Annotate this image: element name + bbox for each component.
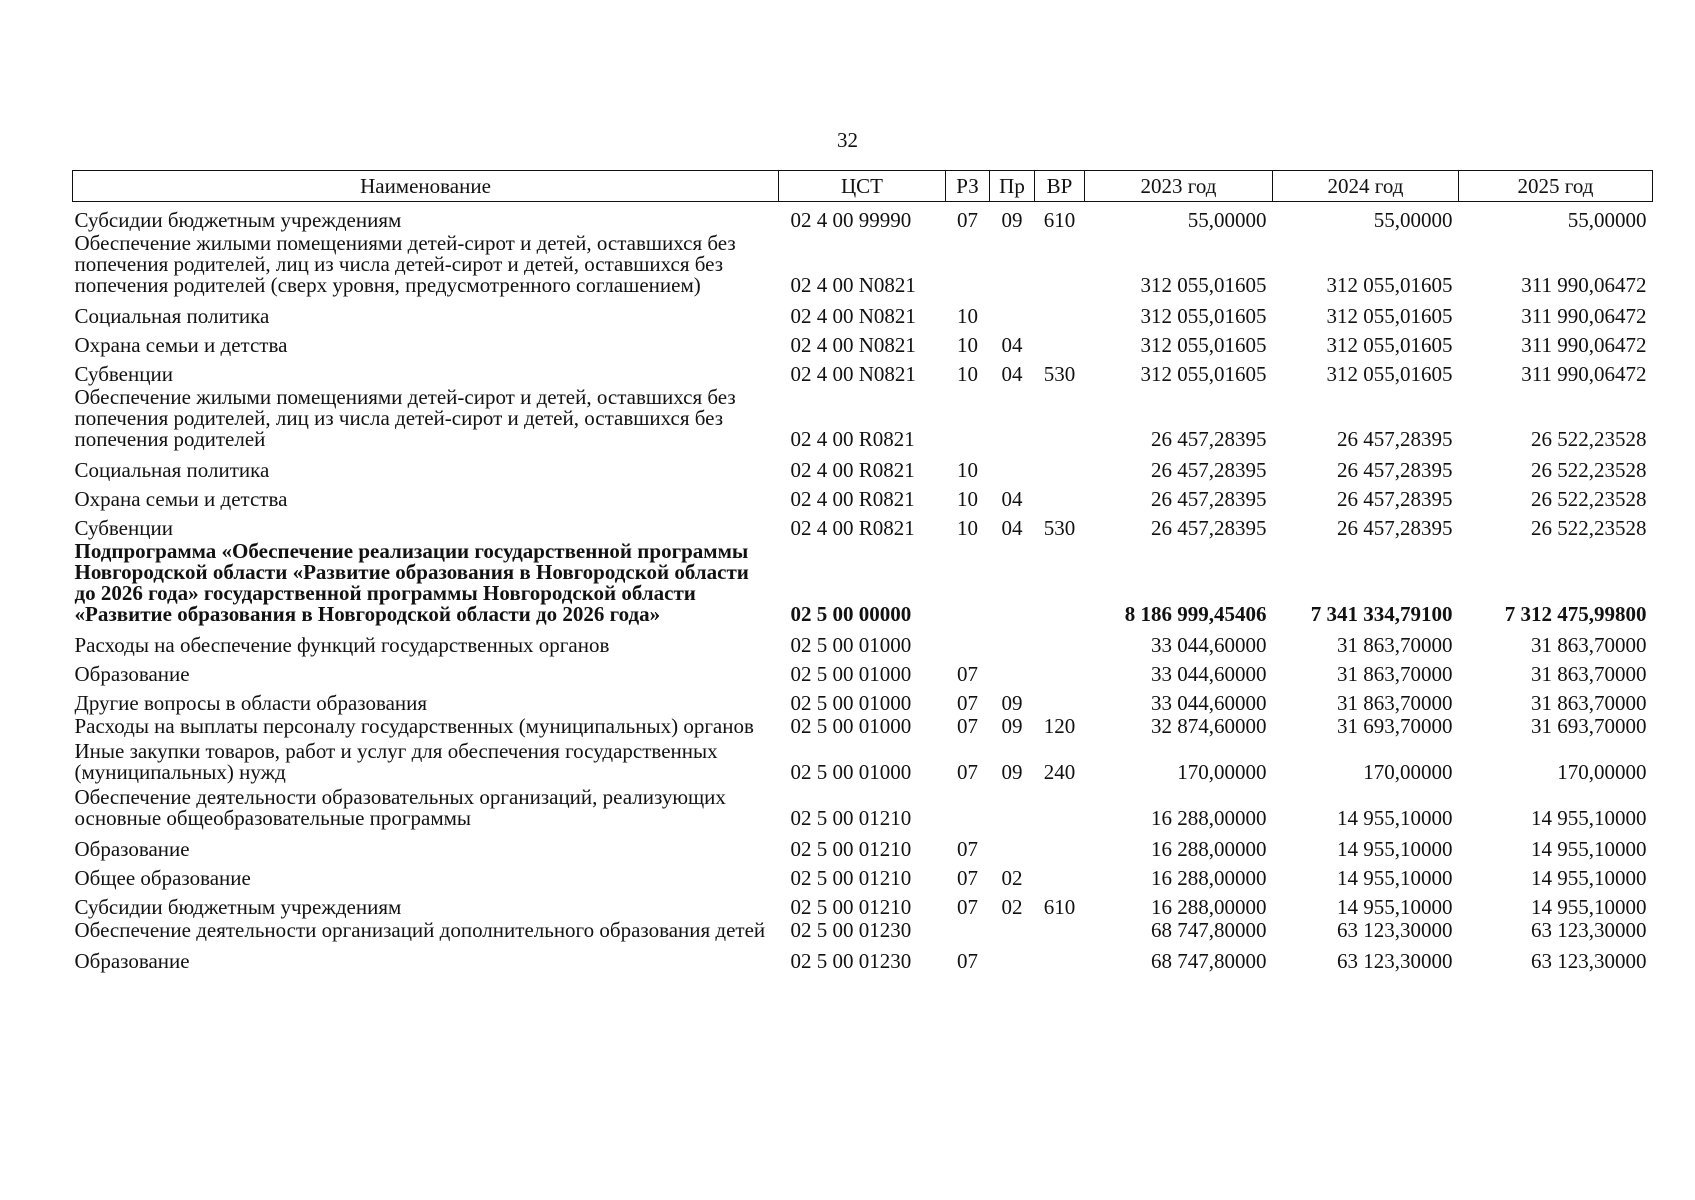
header-2023: 2023 год — [1085, 171, 1273, 202]
row-rz — [946, 231, 990, 298]
row-name: Расходы на обеспечение функций государственных органов — [74, 633, 610, 657]
row-name: Обеспечение деятельности организаций дополнительного образования детей — [74, 918, 766, 942]
row-rz — [946, 918, 990, 943]
row-rz: 07 — [957, 760, 978, 784]
row-amount-2023: 312 055,01605 — [1140, 273, 1267, 297]
row-cst: 02 5 00 01000 — [790, 691, 912, 715]
row-cst: 02 5 00 00000 — [790, 602, 912, 626]
header-2024: 2024 год — [1273, 171, 1459, 202]
row-amount-2024: 26 457,28395 — [1337, 487, 1453, 511]
row-amount-2024: 31 693,70000 — [1337, 714, 1453, 738]
table-row — [73, 860, 1653, 889]
row-amount-2025: 63 123,30000 — [1531, 918, 1647, 942]
row-rz: 10 — [957, 458, 978, 482]
row-amount-2025: 14 955,10000 — [1531, 895, 1647, 919]
row-rz: 10 — [957, 362, 978, 386]
row-amount-2024: 31 863,70000 — [1337, 662, 1453, 686]
row-amount-2023: 312 055,01605 — [1140, 333, 1267, 357]
row-rz: 10 — [957, 516, 978, 540]
row-amount-2023: 68 747,80000 — [1151, 918, 1267, 942]
row-amount-2023: 16 288,00000 — [1151, 895, 1267, 919]
row-vr — [1035, 627, 1085, 656]
row-rz: 07 — [957, 837, 978, 861]
row-amount-2024: 312 055,01605 — [1326, 304, 1453, 328]
table-body — [73, 202, 1653, 973]
row-amount-2024: 14 955,10000 — [1337, 895, 1453, 919]
row-rz: 10 — [957, 333, 978, 357]
row-name: Социальная политика — [74, 304, 270, 328]
row-vr — [1035, 918, 1085, 943]
row-amount-2023: 26 457,28395 — [1151, 458, 1267, 482]
row-pr: 04 — [1001, 487, 1023, 511]
row-rz: 10 — [957, 304, 978, 328]
table-row — [73, 539, 1653, 627]
row-amount-2025: 14 955,10000 — [1531, 837, 1647, 861]
table-row — [73, 739, 1653, 785]
row-vr: 530 — [1043, 516, 1076, 540]
row-amount-2024: 31 863,70000 — [1337, 691, 1453, 715]
row-vr: 120 — [1043, 714, 1076, 738]
row-vr — [1035, 785, 1085, 831]
header-name: Наименование — [73, 171, 779, 202]
table-row — [73, 298, 1653, 327]
page-number: 32 — [837, 128, 858, 152]
row-amount-2024: 312 055,01605 — [1326, 333, 1453, 357]
row-amount-2024: 26 457,28395 — [1337, 458, 1453, 482]
row-amount-2024: 63 123,30000 — [1337, 949, 1453, 973]
row-vr: 610 — [1043, 895, 1076, 919]
row-name: Подпрограмма «Обеспечение реализации государственной программы Новгородской области «Развитие образования в Новгородской области до 2026 года» государственной программы Новгородской области «Развитие образования в Новгородской области до 2026 года» — [74, 539, 749, 626]
table-row — [73, 714, 1653, 739]
row-cst: 02 4 00 N0821 — [790, 333, 916, 357]
row-vr — [1035, 385, 1085, 452]
row-vr: 610 — [1043, 208, 1076, 232]
row-amount-2025: 311 990,06472 — [1521, 304, 1647, 328]
row-pr — [990, 918, 1035, 943]
row-name: Субвенции — [74, 516, 173, 540]
budget-table — [72, 170, 1653, 972]
row-amount-2024: 7 341 334,79100 — [1310, 602, 1453, 626]
row-pr — [990, 231, 1035, 298]
row-amount-2024: 26 457,28395 — [1337, 516, 1453, 540]
row-amount-2025: 311 990,06472 — [1521, 333, 1647, 357]
row-vr — [1035, 231, 1085, 298]
row-amount-2023: 33 044,60000 — [1151, 691, 1267, 715]
row-rz: 07 — [957, 949, 978, 973]
row-amount-2023: 33 044,60000 — [1151, 633, 1267, 657]
table-row — [73, 656, 1653, 685]
row-amount-2025: 311 990,06472 — [1521, 362, 1647, 386]
row-cst: 02 4 00 N0821 — [790, 362, 916, 386]
row-vr: 240 — [1043, 760, 1076, 784]
table-row — [73, 202, 1653, 232]
row-amount-2024: 170,00000 — [1363, 760, 1453, 784]
row-amount-2024: 55,00000 — [1373, 208, 1453, 232]
row-amount-2024: 31 863,70000 — [1337, 633, 1453, 657]
row-name: Субсидии бюджетным учреждениям — [74, 208, 402, 232]
row-cst: 02 5 00 01000 — [790, 760, 912, 784]
row-name: Субвенции — [74, 362, 173, 386]
header-2025: 2025 год — [1459, 171, 1653, 202]
row-amount-2024: 63 123,30000 — [1337, 918, 1453, 942]
row-name: Охрана семьи и детства — [74, 487, 288, 511]
row-name: Расходы на выплаты персоналу государственных (муниципальных) органов — [74, 714, 754, 738]
row-vr: 530 — [1043, 362, 1076, 386]
row-amount-2023: 26 457,28395 — [1151, 487, 1267, 511]
row-rz — [946, 785, 990, 831]
row-amount-2023: 312 055,01605 — [1140, 362, 1267, 386]
row-pr: 04 — [1001, 362, 1023, 386]
row-pr — [990, 943, 1035, 972]
table-row — [73, 943, 1653, 972]
row-name: Образование — [74, 837, 190, 861]
table-row — [73, 889, 1653, 918]
row-pr — [990, 831, 1035, 860]
row-name: Общее образование — [74, 866, 251, 890]
row-vr — [1035, 685, 1085, 714]
header-rz: РЗ — [946, 171, 990, 202]
row-pr — [990, 298, 1035, 327]
row-cst: 02 5 00 01000 — [790, 662, 912, 686]
row-amount-2024: 14 955,10000 — [1337, 866, 1453, 890]
row-rz: 07 — [957, 866, 978, 890]
row-rz: 07 — [957, 662, 978, 686]
row-amount-2023: 32 874,60000 — [1151, 714, 1267, 738]
row-name: Обеспечение жилыми помещениями детей-сирот и детей, оставшихся без попечения родителей, лиц из числа детей-сирот и детей, оставшихся без попечения родителей — [74, 385, 736, 451]
row-vr — [1035, 943, 1085, 972]
row-cst: 02 5 00 01230 — [790, 918, 912, 942]
row-rz: 07 — [957, 691, 978, 715]
row-rz — [946, 627, 990, 656]
table-row — [73, 327, 1653, 356]
row-amount-2023: 16 288,00000 — [1151, 837, 1267, 861]
row-pr — [990, 385, 1035, 452]
row-pr — [990, 627, 1035, 656]
table-row — [73, 231, 1653, 298]
row-amount-2023: 16 288,00000 — [1151, 806, 1267, 830]
header-pr: Пр — [990, 171, 1035, 202]
row-vr — [1035, 656, 1085, 685]
row-rz: 07 — [957, 895, 978, 919]
row-vr — [1035, 452, 1085, 481]
row-amount-2025: 26 522,23528 — [1531, 427, 1647, 451]
row-amount-2023: 55,00000 — [1187, 208, 1267, 232]
row-amount-2023: 68 747,80000 — [1151, 949, 1267, 973]
table-row — [73, 918, 1653, 943]
row-amount-2025: 311 990,06472 — [1521, 273, 1647, 297]
table-row — [73, 627, 1653, 656]
row-cst: 02 5 00 01210 — [790, 895, 912, 919]
row-name: Социальная политика — [74, 458, 270, 482]
row-amount-2025: 7 312 475,99800 — [1504, 602, 1647, 626]
row-pr — [990, 656, 1035, 685]
table-row — [73, 385, 1653, 452]
row-cst: 02 4 00 R0821 — [790, 516, 915, 540]
row-cst: 02 4 00 99990 — [790, 208, 912, 232]
row-amount-2025: 170,00000 — [1557, 760, 1647, 784]
row-name: Другие вопросы в области образования — [74, 691, 428, 715]
row-pr: 09 — [1001, 760, 1023, 784]
row-amount-2023: 26 457,28395 — [1151, 427, 1267, 451]
row-amount-2025: 63 123,30000 — [1531, 949, 1647, 973]
row-name: Иные закупки товаров, работ и услуг для обеспечения государственных (муниципальных) нужд — [74, 739, 718, 784]
row-rz: 07 — [957, 208, 978, 232]
row-rz — [946, 385, 990, 452]
row-pr: 04 — [1001, 333, 1023, 357]
row-name: Образование — [74, 949, 190, 973]
row-rz: 07 — [957, 714, 978, 738]
row-cst: 02 5 00 01210 — [790, 866, 912, 890]
row-amount-2024: 14 955,10000 — [1337, 806, 1453, 830]
row-cst: 02 5 00 01210 — [790, 837, 912, 861]
row-cst: 02 4 00 R0821 — [790, 427, 915, 451]
row-name: Охрана семьи и детства — [74, 333, 288, 357]
row-amount-2025: 55,00000 — [1567, 208, 1647, 232]
row-amount-2025: 26 522,23528 — [1531, 487, 1647, 511]
row-amount-2024: 26 457,28395 — [1337, 427, 1453, 451]
table-row — [73, 685, 1653, 714]
row-pr: 09 — [1001, 691, 1023, 715]
row-cst: 02 4 00 R0821 — [790, 458, 915, 482]
row-vr — [1035, 831, 1085, 860]
row-amount-2023: 16 288,00000 — [1151, 866, 1267, 890]
row-amount-2025: 14 955,10000 — [1531, 806, 1647, 830]
row-cst: 02 4 00 N0821 — [790, 273, 916, 297]
row-amount-2024: 312 055,01605 — [1326, 273, 1453, 297]
row-amount-2024: 312 055,01605 — [1326, 362, 1453, 386]
table-row — [73, 356, 1653, 385]
row-pr — [990, 452, 1035, 481]
row-amount-2025: 31 863,70000 — [1531, 662, 1647, 686]
row-pr: 09 — [1001, 714, 1023, 738]
row-pr — [990, 785, 1035, 831]
row-vr — [1035, 539, 1085, 627]
row-amount-2023: 33 044,60000 — [1151, 662, 1267, 686]
row-name: Образование — [74, 662, 190, 686]
table-row — [73, 481, 1653, 510]
table-row — [73, 831, 1653, 860]
row-rz: 10 — [957, 487, 978, 511]
row-amount-2025: 26 522,23528 — [1531, 516, 1647, 540]
row-amount-2023: 170,00000 — [1177, 760, 1267, 784]
row-cst: 02 4 00 N0821 — [790, 304, 916, 328]
row-vr — [1035, 327, 1085, 356]
row-name: Обеспечение жилыми помещениями детей-сирот и детей, оставшихся без попечения родителей, лиц из числа детей-сирот и детей, оставшихся без попечения родителей (сверх уровня, предусмотренного соглашением) — [74, 231, 736, 297]
row-pr: 04 — [1001, 516, 1023, 540]
row-rz — [946, 539, 990, 627]
table-row — [73, 510, 1653, 539]
row-cst: 02 4 00 R0821 — [790, 487, 915, 511]
row-name: Субсидии бюджетным учреждениям — [74, 895, 402, 919]
row-amount-2025: 31 863,70000 — [1531, 633, 1647, 657]
row-amount-2023: 8 186 999,45406 — [1124, 602, 1267, 626]
row-amount-2023: 26 457,28395 — [1151, 516, 1267, 540]
row-vr — [1035, 481, 1085, 510]
row-amount-2024: 14 955,10000 — [1337, 837, 1453, 861]
row-vr — [1035, 298, 1085, 327]
row-amount-2025: 26 522,23528 — [1531, 458, 1647, 482]
row-vr — [1035, 860, 1085, 889]
row-amount-2025: 31 693,70000 — [1531, 714, 1647, 738]
row-amount-2023: 312 055,01605 — [1140, 304, 1267, 328]
table-header — [73, 171, 1653, 202]
table-row — [73, 452, 1653, 481]
row-name: Обеспечение деятельности образовательных организаций, реализующих основные общеобразовательные программы — [74, 785, 726, 830]
row-cst: 02 5 00 01230 — [790, 949, 912, 973]
header-cst: ЦСТ — [779, 171, 946, 202]
table-row — [73, 785, 1653, 831]
row-cst: 02 5 00 01000 — [790, 714, 912, 738]
row-cst: 02 5 00 01000 — [790, 633, 912, 657]
header-vr: ВР — [1035, 171, 1085, 202]
row-pr: 02 — [1001, 866, 1023, 890]
row-cst: 02 5 00 01210 — [790, 806, 912, 830]
row-pr: 02 — [1001, 895, 1023, 919]
row-amount-2025: 31 863,70000 — [1531, 691, 1647, 715]
row-pr: 09 — [1001, 208, 1023, 232]
row-amount-2025: 14 955,10000 — [1531, 866, 1647, 890]
row-pr — [990, 539, 1035, 627]
